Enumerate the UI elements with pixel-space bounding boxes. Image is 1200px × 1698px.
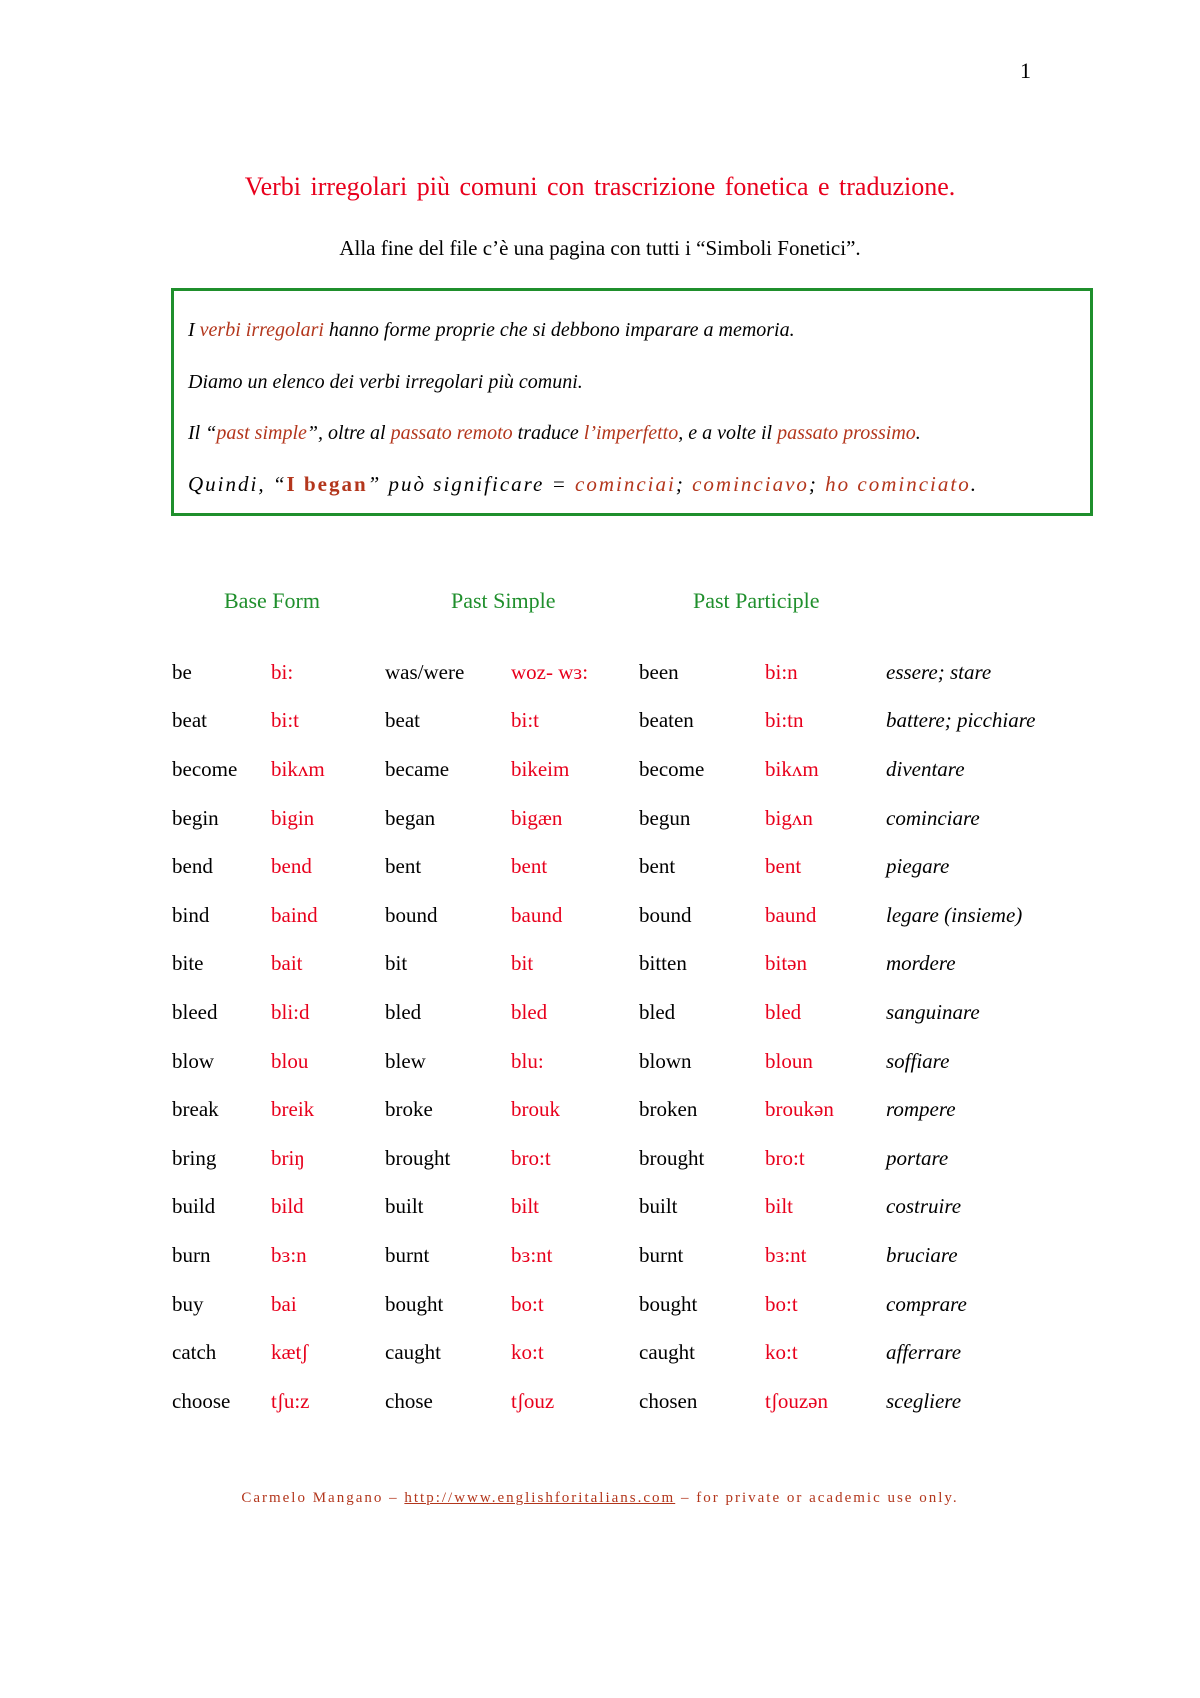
- translation: diventare: [886, 756, 965, 781]
- phonetic-base: baind: [271, 902, 318, 927]
- verb-past: bought: [385, 1291, 444, 1316]
- text: ”, oltre al: [306, 422, 391, 444]
- phonetic-past: bɜ:nt: [511, 1242, 553, 1267]
- highlight: past simple: [216, 422, 307, 444]
- table-row: [172, 1280, 1086, 1329]
- phonetic-past: brouk: [511, 1097, 560, 1122]
- phonetic-past: bikeim: [511, 756, 570, 781]
- table-row: [172, 1328, 1086, 1377]
- translation: costruire: [886, 1194, 962, 1219]
- verb-base: begin: [172, 805, 219, 830]
- verb-past: was/were: [385, 659, 465, 684]
- phonetic-participle: bɜ:nt: [765, 1242, 807, 1267]
- text: .: [915, 422, 921, 444]
- header-past-participle: Past Participle: [693, 588, 820, 613]
- translation: essere; stare: [886, 659, 992, 684]
- verb-base: blow: [172, 1048, 214, 1073]
- phonetic-participle: bo:t: [765, 1291, 798, 1316]
- phonetic-participle: baund: [765, 902, 817, 927]
- phonetic-participle: bro:t: [765, 1145, 805, 1170]
- verb-participle: burnt: [639, 1242, 684, 1267]
- verb-past: chose: [385, 1388, 433, 1413]
- table-row: [172, 1377, 1086, 1426]
- translation: bruciare: [886, 1242, 958, 1267]
- phonetic-base: tʃu:z: [271, 1388, 310, 1413]
- phonetic-past: blu:: [511, 1048, 544, 1073]
- highlight: l’imperfetto: [583, 422, 679, 444]
- verb-past: became: [385, 756, 450, 781]
- verbs-table-body: [172, 648, 1086, 1426]
- phonetic-base: bild: [271, 1194, 304, 1219]
- verb-base: build: [172, 1194, 216, 1219]
- phonetic-past: ko:t: [511, 1340, 544, 1365]
- translation: portare: [886, 1145, 949, 1170]
- verb-participle: caught: [639, 1340, 695, 1365]
- header-past-simple: Past Simple: [451, 588, 556, 613]
- verb-base: bind: [172, 902, 210, 927]
- phonetic-participle: bi:tn: [765, 708, 804, 733]
- phonetic-participle: bigʌn: [765, 805, 813, 830]
- phonetic-base: bend: [271, 854, 312, 879]
- phonetic-past: baund: [511, 902, 563, 927]
- translation: afferrare: [886, 1340, 962, 1365]
- translation: comprare: [886, 1291, 967, 1316]
- phonetic-participle: bloun: [765, 1048, 813, 1073]
- table-row: [172, 1183, 1086, 1232]
- footer-author: Carmelo Mangano –: [241, 1490, 405, 1506]
- table-row: [172, 1231, 1086, 1280]
- phonetic-past: woz- wɜ:: [511, 659, 589, 684]
- phonetic-past: bigæn: [511, 805, 563, 830]
- phonetic-base: blou: [271, 1048, 309, 1073]
- page-title: Verbi irregolari più comuni con trascrizione fonetica e traduzione.: [244, 172, 956, 201]
- text: Quindi, “: [188, 472, 287, 496]
- phonetic-past: bo:t: [511, 1291, 544, 1316]
- verbs-table: [172, 648, 1086, 1426]
- text: I: [188, 319, 200, 341]
- verb-participle: chosen: [639, 1388, 698, 1413]
- phonetic-participle: bi:n: [765, 659, 798, 684]
- phonetic-participle: bitən: [765, 951, 807, 976]
- phonetic-past: tʃouz: [511, 1388, 555, 1413]
- verb-past: built: [385, 1194, 424, 1219]
- verb-participle: brought: [639, 1145, 705, 1170]
- verb-past: blew: [385, 1048, 426, 1073]
- verb-past: bled: [385, 999, 422, 1024]
- intro-line-1: [188, 319, 795, 342]
- verb-participle: broken: [639, 1097, 698, 1122]
- table-row: [172, 1085, 1086, 1134]
- verb-base: become: [172, 756, 238, 781]
- text: ;: [808, 472, 826, 496]
- example-verb: I began: [286, 472, 368, 496]
- column-headers: [0, 588, 1200, 618]
- translation: soffiare: [886, 1048, 950, 1073]
- phonetic-base: bi:: [271, 659, 294, 684]
- table-row: [172, 1037, 1086, 1086]
- verb-base: bleed: [172, 999, 218, 1024]
- phonetic-past: bit: [511, 951, 534, 976]
- phonetic-base: breik: [271, 1097, 315, 1122]
- highlight: passato remoto: [390, 422, 513, 444]
- table-row: [172, 940, 1086, 989]
- page-number: 1: [1020, 58, 1031, 83]
- phonetic-past: bi:t: [511, 708, 540, 733]
- website-link[interactable]: http://www.englishforitalians.com: [404, 1490, 676, 1506]
- phonetic-base: kætʃ: [271, 1340, 309, 1365]
- phonetic-past: bilt: [511, 1194, 540, 1219]
- verb-base: break: [172, 1097, 219, 1122]
- phonetic-participle: bikʌm: [765, 756, 819, 781]
- table-row: [172, 842, 1086, 891]
- verb-past: burnt: [385, 1242, 430, 1267]
- verb-base: beat: [172, 708, 207, 733]
- phonetic-base: bɜ:n: [271, 1242, 307, 1267]
- phonetic-base: bigin: [271, 805, 315, 830]
- verb-past: bound: [385, 902, 438, 927]
- table-row: [172, 697, 1086, 746]
- table-row: [172, 891, 1086, 940]
- table-row: [172, 648, 1086, 697]
- phonetic-past: bro:t: [511, 1145, 551, 1170]
- highlight: cominciavo: [692, 472, 809, 496]
- verb-participle: become: [639, 756, 705, 781]
- verb-participle: beaten: [639, 708, 694, 733]
- phonetic-participle: ko:t: [765, 1340, 798, 1365]
- phonetic-base: bi:t: [271, 708, 300, 733]
- translation: cominciare: [886, 805, 980, 830]
- verb-past: caught: [385, 1340, 441, 1365]
- translation: piegare: [886, 854, 950, 879]
- phonetic-base: bai: [271, 1291, 297, 1316]
- verb-participle: bought: [639, 1291, 698, 1316]
- verb-base: catch: [172, 1340, 217, 1365]
- verb-past: beat: [385, 708, 420, 733]
- phonetic-base: bikʌm: [271, 756, 325, 781]
- highlight: passato prossimo: [777, 422, 916, 444]
- verb-participle: bled: [639, 999, 676, 1024]
- phonetic-base: briŋ: [271, 1145, 305, 1170]
- verb-past: bit: [385, 951, 408, 976]
- verb-participle: bound: [639, 902, 692, 927]
- text: hanno forme proprie che si debbono imparare a memoria.: [323, 319, 795, 341]
- verb-participle: bitten: [639, 951, 687, 976]
- verb-base: buy: [172, 1291, 204, 1316]
- verb-past: bent: [385, 854, 422, 879]
- translation: mordere: [886, 951, 956, 976]
- intro-line-3: [188, 422, 921, 445]
- intro-line-2: Diamo un elenco dei verbi irregolari più comuni.: [188, 371, 583, 393]
- phonetic-base: bli:d: [271, 999, 310, 1024]
- text: Il “: [188, 422, 217, 444]
- verb-participle: begun: [639, 805, 691, 830]
- table-row: [172, 1134, 1086, 1183]
- table-row: [172, 745, 1086, 794]
- highlight: verbi irregolari: [199, 319, 324, 341]
- phonetic-participle: broukən: [765, 1097, 834, 1122]
- phonetic-base: bait: [271, 951, 303, 976]
- translation: legare (insieme): [886, 902, 1023, 927]
- verb-base: bring: [172, 1145, 217, 1170]
- phonetic-participle: bilt: [765, 1194, 794, 1219]
- verb-past: brought: [385, 1145, 451, 1170]
- translation: sanguinare: [886, 999, 980, 1024]
- highlight: ho cominciato: [825, 472, 971, 496]
- verb-base: choose: [172, 1388, 231, 1413]
- intro-box: [171, 288, 1093, 516]
- verb-base: bend: [172, 854, 213, 879]
- verb-participle: blown: [639, 1048, 692, 1073]
- intro-line-4: [188, 472, 978, 497]
- text: ” può significare =: [367, 472, 576, 496]
- phonetic-past: bled: [511, 999, 548, 1024]
- highlight: cominciai: [575, 472, 676, 496]
- footer: [0, 1490, 1200, 1507]
- translation: battere; picchiare: [886, 708, 1036, 733]
- phonetic-past: bent: [511, 854, 548, 879]
- verb-past: broke: [385, 1097, 433, 1122]
- verb-participle: been: [639, 659, 679, 684]
- verb-participle: built: [639, 1194, 678, 1219]
- table-row: [172, 794, 1086, 843]
- phonetic-participle: tʃouzən: [765, 1388, 828, 1413]
- phonetic-participle: bled: [765, 999, 802, 1024]
- footer-note: – for private or academic use only.: [675, 1490, 959, 1506]
- text: .: [970, 472, 978, 496]
- page-subtitle: Alla fine del file c’è una pagina con tutti i “Simboli Fonetici”.: [339, 236, 861, 260]
- verb-base: be: [172, 659, 192, 684]
- translation: scegliere: [886, 1388, 962, 1413]
- header-base-form: Base Form: [224, 588, 320, 613]
- text: traduce: [512, 422, 584, 444]
- verb-base: burn: [172, 1242, 211, 1267]
- table-row: [172, 988, 1086, 1037]
- text: ;: [675, 472, 693, 496]
- verb-past: began: [385, 805, 436, 830]
- phonetic-participle: bent: [765, 854, 802, 879]
- verb-base: bite: [172, 951, 204, 976]
- text: , e a volte il: [678, 422, 778, 444]
- verb-participle: bent: [639, 854, 676, 879]
- translation: rompere: [886, 1097, 956, 1122]
